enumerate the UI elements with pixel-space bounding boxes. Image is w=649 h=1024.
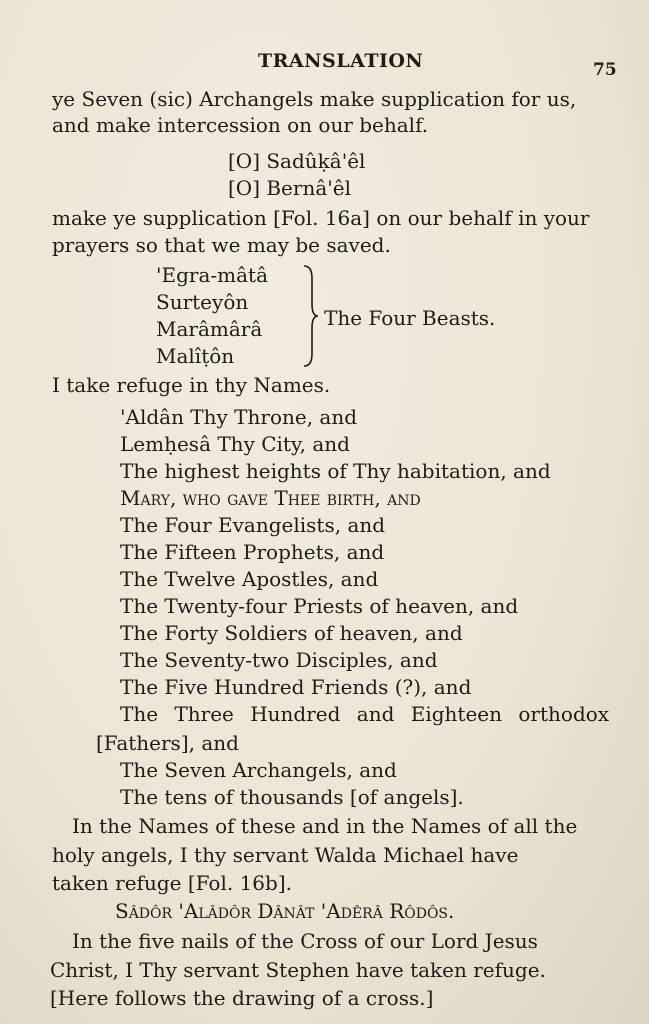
list-item: The tens of thousands [of angels]. [120, 785, 464, 809]
text-line: In the Names of these and in the Names of all the [72, 814, 578, 838]
list-item: The Twelve Apostles, and [120, 567, 379, 591]
text-line: In the five nails of the Cross of our Lord Jesus [72, 929, 538, 953]
curly-brace [300, 264, 324, 368]
text-line: make ye supplication [Fol. 16a] on our behalf in your [52, 206, 590, 230]
page-number: 75 [593, 60, 617, 80]
text-line: and make intercession on our behalf. [52, 113, 429, 137]
text-line: holy angels, I thy servant Walda Michael have [52, 843, 519, 867]
beast-name: 'Egra-mâtâ [156, 263, 268, 287]
list-item: The Seven Archangels, and [120, 758, 397, 782]
angel-name: [O] Sadûḳâ'êl [228, 149, 366, 173]
text-line: prayers so that we may be saved. [52, 233, 391, 257]
beast-name: Surteyôn [156, 290, 249, 314]
list-item: 'Aldân Thy Throne, and [120, 405, 358, 429]
running-head: TRANSLATION [258, 50, 424, 72]
list-item: Mary, who gave Thee birth, and [120, 486, 421, 510]
angel-name: [O] Bernâ'êl [228, 176, 351, 200]
list-item: The Twenty-four Priests of heaven, and [120, 594, 519, 618]
beast-name: Malîṭôn [156, 344, 235, 368]
text-line: ye Seven (sic) Archangels make supplication for us, [52, 87, 577, 111]
page-header [0, 48, 649, 78]
text-line: taken refuge [Fol. 16b]. [52, 871, 292, 895]
beasts-label: The Four Beasts. [324, 306, 496, 330]
text-line: I take refuge in thy Names. [52, 373, 331, 397]
list-item: The highest heights of Thy habitation, and [120, 459, 551, 483]
list-item: The Forty Soldiers of heaven, and [120, 621, 463, 645]
list-item: The Three Hundred and Eighteen orthodox [120, 702, 610, 726]
list-item: The Fifteen Prophets, and [120, 540, 385, 564]
list-item: [Fathers], and [96, 731, 239, 755]
formula-line: Sâdôr 'Alâdôr Dânât 'Adêrâ Rôdôs. [115, 899, 455, 923]
list-item: The Four Evangelists, and [120, 513, 386, 537]
list-item: The Five Hundred Friends (?), and [120, 675, 472, 699]
text-line: [Here follows the drawing of a cross.] [50, 986, 434, 1010]
text-line: Christ, I Thy servant Stephen have taken refuge. [50, 958, 546, 982]
list-item: Lemḥesâ Thy City, and [120, 432, 350, 456]
beast-name: Marâmârâ [156, 317, 263, 341]
list-item: The Seventy-two Disciples, and [120, 648, 438, 672]
